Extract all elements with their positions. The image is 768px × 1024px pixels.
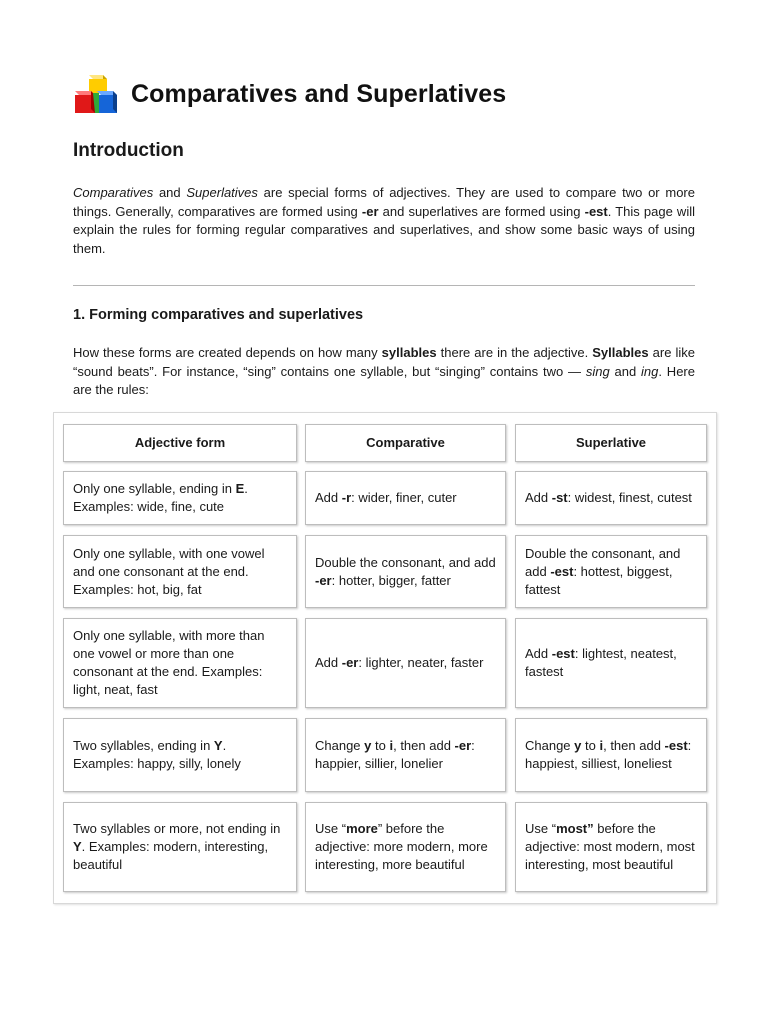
table-cell-comparative (305, 802, 506, 892)
example-sing: sing (585, 363, 610, 379)
title-row (73, 72, 506, 116)
text-segment: and (609, 363, 642, 379)
cell-text: : lightest, neatest, fastest (525, 646, 677, 679)
cell-text: : happiest, silliest, loneliest (525, 738, 692, 771)
cell-text: Use “ (525, 821, 557, 836)
table-cell-superlative (515, 802, 707, 892)
table-header-superlative (515, 424, 707, 462)
cell-text: , then add (603, 738, 665, 753)
cell-text: : lighter, neater, faster (358, 655, 484, 670)
cell-text: Only one syllable, with more than one vowel or more than one consonant at the end. Examples: light, neat, fast (73, 628, 265, 697)
table-header-comparative (305, 424, 506, 462)
cell-text-bold: -est (664, 738, 688, 753)
cell-text: Add (315, 655, 342, 670)
table-cell-superlative (515, 471, 707, 525)
cell-text-bold: -er (454, 738, 472, 753)
cell-text-bold: -est (550, 563, 574, 579)
text-segment: and superlatives are formed using (378, 203, 585, 219)
cell-text-bold: E (235, 481, 245, 496)
cell-text: : hottest, biggest, fattest (525, 563, 673, 597)
example-ing: ing (641, 363, 659, 379)
table-cell-superlative (515, 718, 707, 792)
text-segment: . Here are the rules: (73, 363, 695, 397)
term-comparatives: Comparatives (73, 185, 154, 200)
header-label: Superlative (575, 435, 647, 450)
cell-text: Change (525, 738, 575, 753)
cell-text-bold: Y (73, 839, 82, 854)
table-header-adjective-form (63, 424, 297, 462)
text-segment: are special forms of adjectives. They are used to compare two or more things. Generally, comparatives are formed using (73, 185, 695, 219)
cell-text: : wider, finer, cuter (351, 490, 457, 505)
cell-text-bold: y (574, 738, 582, 753)
cell-text: ” before the adjective: more modern, more interesting, more beautiful (315, 821, 488, 872)
term-syllables: syllables (381, 345, 437, 360)
cell-text-bold: most” (556, 821, 594, 836)
rules-paragraph (73, 344, 695, 400)
table-cell-superlative (515, 618, 707, 708)
cell-text: , then add (393, 738, 455, 753)
cell-text-bold: -er (315, 572, 332, 588)
table-cell-comparative (305, 618, 506, 708)
term-syllables: Syllables (592, 345, 649, 360)
cell-text: Only one syllable, with one vowel and one consonant at the end. Examples: hot, big, fat (73, 545, 265, 597)
cell-text: to (581, 738, 600, 753)
text-segment: . This page will explain the rules for forming regular comparatives and superlatives, and show some basic ways of using them. (73, 203, 695, 256)
cell-text: Double the consonant, and add (315, 554, 496, 570)
header-label: Adjective form (134, 435, 226, 450)
table-cell-form (63, 718, 297, 792)
cell-text: Only one syllable, ending in (73, 481, 236, 496)
table-cell-comparative (305, 718, 506, 792)
cell-text: to (371, 738, 390, 753)
table-cell-form (63, 802, 297, 892)
cell-text-bold: -st (551, 490, 568, 505)
cell-text: Change (315, 738, 365, 753)
cell-text-bold: y (364, 738, 372, 753)
cell-text-bold: -er (341, 655, 359, 670)
page-title: Comparatives and Superlatives (131, 79, 507, 108)
cell-text-bold: more (346, 821, 378, 836)
table-cell-form (63, 618, 297, 708)
cell-text-bold: -r (341, 490, 352, 505)
text-segment: and (153, 185, 187, 200)
table-cell-form (63, 535, 297, 608)
cell-text: : happier, sillier, lonelier (315, 738, 475, 771)
text-segment: How these forms are created depends on how many (73, 345, 382, 360)
cell-text: Add (525, 646, 552, 661)
cell-text: . Examples: modern, interesting, beautiful (73, 839, 269, 872)
cell-text-bold: Y (213, 738, 223, 753)
cell-text-bold: i (389, 738, 394, 753)
text-segment: are like “sound beats”. For instance, “sing” contains one syllable, but “singing” contains two — (73, 345, 695, 379)
cell-text: Add (315, 490, 342, 505)
intro-paragraph (73, 184, 695, 258)
cell-text: Use “ (315, 821, 347, 836)
table-cell-superlative (515, 535, 707, 608)
table-cell-comparative (305, 535, 506, 608)
cell-text: Two syllables or more, not ending in (73, 821, 281, 836)
text-segment: there are in the adjective. (436, 345, 593, 360)
toy-blocks-icon (73, 73, 121, 115)
cell-text: Double the consonant, and add (525, 545, 681, 579)
cell-text: : widest, finest, cutest (567, 490, 692, 505)
cell-text-bold: -est (551, 646, 575, 661)
cell-text: before the adjective: most modern, most interesting, most beautiful (525, 821, 695, 872)
header-label: Comparative (366, 435, 445, 450)
cell-text: . Examples: happy, silly, lonely (73, 738, 241, 771)
rules-table (53, 412, 717, 904)
table-cell-comparative (305, 471, 506, 525)
cell-text: : hotter, bigger, fatter (331, 572, 451, 588)
cell-text-bold: i (599, 738, 604, 753)
cell-text: . Examples: wide, fine, cute (73, 481, 248, 514)
suffix-er: -er (361, 203, 379, 219)
horizontal-divider (73, 285, 695, 286)
intro-heading: Introduction (73, 140, 184, 161)
suffix-est: -est (584, 203, 608, 219)
cell-text: Add (525, 490, 552, 505)
cell-text: Two syllables, ending in (73, 738, 214, 753)
term-superlatives: Superlatives (186, 185, 258, 200)
section-heading: 1. Forming comparatives and superlatives (73, 307, 364, 323)
table-cell-form (63, 471, 297, 525)
